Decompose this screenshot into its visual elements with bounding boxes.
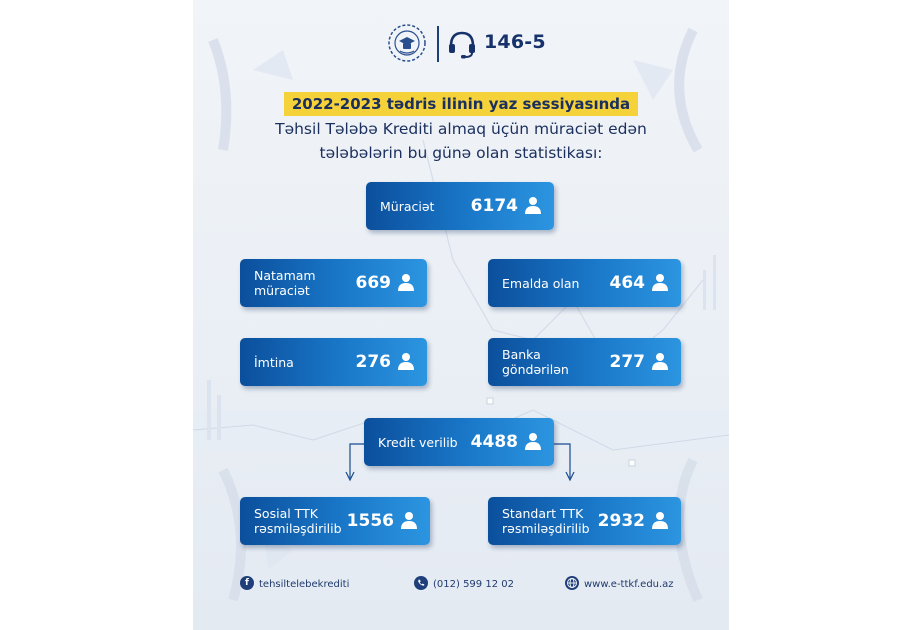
stat-label-line2: rəsmiləşdirilib <box>254 521 342 536</box>
stat-value: 276 <box>355 352 391 372</box>
person-icon <box>524 196 542 214</box>
stat-label: Müraciət <box>380 198 435 214</box>
person-icon <box>397 352 415 370</box>
footer-phone[interactable] <box>414 574 514 596</box>
page-title <box>193 92 729 165</box>
stat-value: 6174 <box>470 196 518 216</box>
person-icon <box>400 511 418 529</box>
ttkf-emblem-icon <box>388 24 426 62</box>
person-icon <box>651 511 669 529</box>
phone-number[interactable]: (012) 599 12 02 <box>433 579 514 590</box>
stat-label: Kredit verilib <box>378 434 458 450</box>
poster <box>193 0 729 630</box>
stat-card-natamam <box>240 259 427 307</box>
facebook-handle[interactable]: tehsiltelebekrediti <box>259 579 350 590</box>
person-icon <box>651 352 669 370</box>
footer <box>193 574 729 596</box>
stat-card-muraciet <box>366 182 554 230</box>
title-line-3: tələbələrin bu günə olan statistikası: <box>319 144 603 162</box>
headset-icon <box>446 28 478 60</box>
stat-card-banka <box>488 338 681 386</box>
title-line-highlight: 2022-2023 tədris ilinin yaz sessiyasında <box>284 92 638 116</box>
globe-icon <box>565 576 579 590</box>
stat-card-sosial <box>240 497 430 545</box>
header-separator <box>437 26 439 62</box>
title-line-2: Təhsil Tələbə Krediti almaq üçün müraciət edən <box>275 120 647 138</box>
stat-value: 1556 <box>346 511 394 531</box>
stat-label-line1: Standart TTK <box>502 506 584 521</box>
person-icon <box>651 273 669 291</box>
hotline-number: 146-5 <box>484 31 546 53</box>
stat-value: 4488 <box>470 432 518 452</box>
stat-card-standart <box>488 497 681 545</box>
footer-facebook[interactable] <box>240 574 349 596</box>
facebook-icon: f <box>240 576 254 590</box>
stat-label: Emalda olan <box>502 275 580 291</box>
phone-icon <box>414 576 428 590</box>
stat-label: İmtina <box>254 354 294 370</box>
stat-value: 464 <box>609 273 645 293</box>
stat-label-line1: Sosial TTK <box>254 506 318 521</box>
footer-website[interactable] <box>565 574 674 596</box>
stat-label-line1: Banka <box>502 347 541 362</box>
stat-label-line2: müraciət <box>254 283 310 298</box>
person-icon <box>397 273 415 291</box>
stat-label-line2: rəsmiləşdirilib <box>502 521 590 536</box>
stat-card-kredit <box>364 418 554 466</box>
stat-value: 669 <box>355 273 391 293</box>
header <box>193 22 729 66</box>
stat-label-line2: göndərilən <box>502 362 569 377</box>
stat-card-emalda <box>488 259 681 307</box>
person-icon <box>524 432 542 450</box>
stat-label-line1: Natamam <box>254 268 316 283</box>
website-url[interactable]: www.e-ttkf.edu.az <box>584 579 674 590</box>
stat-value: 277 <box>609 352 645 372</box>
stat-card-imtina <box>240 338 427 386</box>
stat-value: 2932 <box>597 511 645 531</box>
